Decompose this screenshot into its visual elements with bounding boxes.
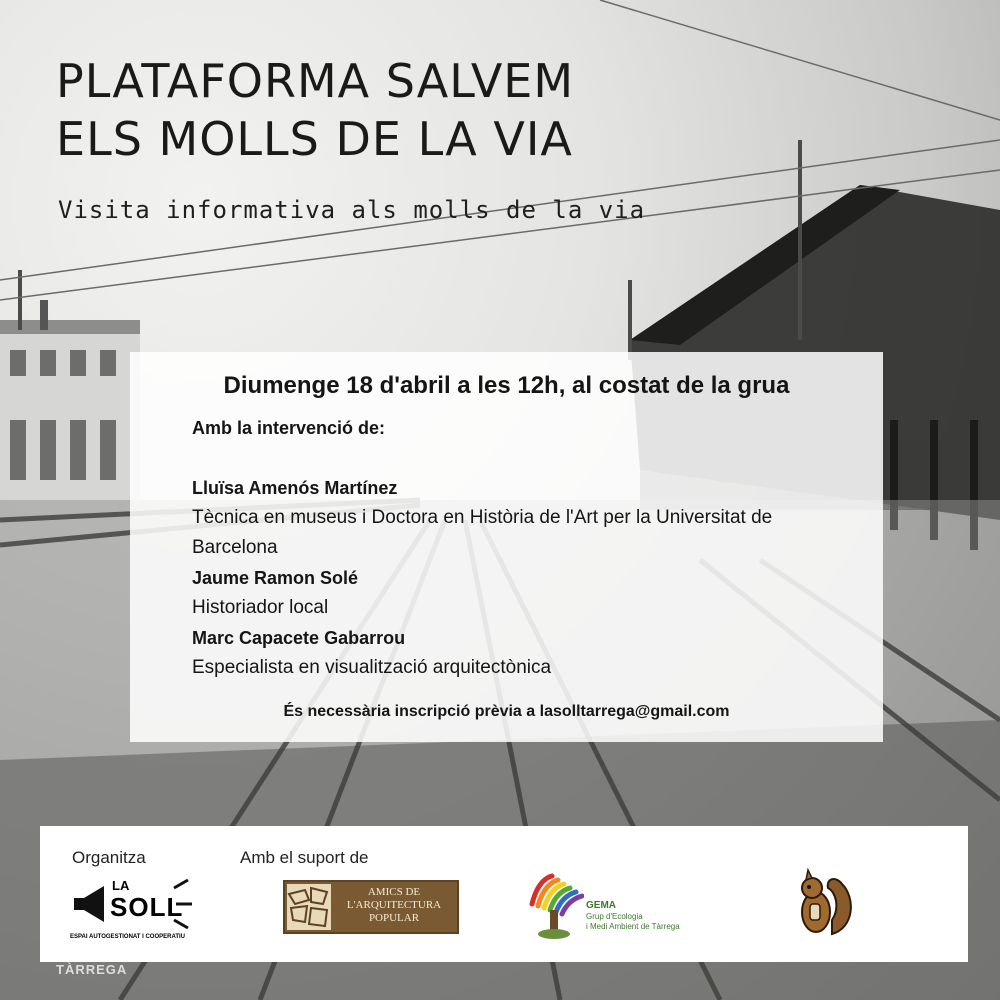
registration-note: És necessària inscripció prèvia a lasolltarrega@gmail.com [283, 703, 730, 720]
speaker-name: Marc Capacete Gabarrou [192, 628, 406, 648]
watermark-line1: RÀDIO [56, 949, 103, 964]
squirrel-icon [792, 868, 856, 938]
la-soll-line1: LA [112, 878, 130, 893]
speaker-name: Jaume Ramon Solé [192, 568, 359, 588]
speaker-name: Lluïsa Amenós Martínez [192, 478, 398, 498]
speaker-role: Tècnica en museus i Doctora en Història de l'Art per la Universitat de Barcelona [192, 507, 773, 558]
event-headline: Diumenge 18 d'abril a les 12h, al costat de la grua [223, 372, 790, 399]
gema-logo [528, 870, 708, 950]
speaker-role: Historiador local [192, 597, 329, 618]
watermark-line2: TÀRREGA [56, 962, 128, 977]
title-line-1: PLATAFORMA SALVEM [56, 54, 575, 108]
stone-wall-icon [287, 884, 331, 930]
page-title [56, 52, 574, 168]
support-label: Amb el suport de [240, 848, 369, 867]
subtitle: Visita informativa als molls de la via [58, 196, 646, 224]
sponsors-footer [40, 826, 968, 962]
la-soll-line2: SOLL [110, 892, 184, 922]
amics-line1: AMICS DE [367, 886, 421, 898]
title-line-2: ELS MOLLS DE LA VIA [56, 112, 573, 166]
rainbow-tree-icon [528, 870, 584, 942]
radio-tarrega-watermark [30, 950, 127, 976]
la-soll-logo [70, 876, 200, 946]
la-soll-caption: ESPAI AUTOGESTIONAT I COOPERATIU [70, 934, 186, 940]
amics-arquitectura-logo [283, 880, 459, 934]
squirrel-logo [792, 868, 856, 938]
gema-line2: i Medi Ambient de Tàrrega [586, 922, 680, 931]
event-info-card [130, 352, 883, 742]
gema-line1: Grup d'Ecologia [586, 912, 643, 921]
intro-text: Amb la intervenció de: [192, 418, 386, 438]
organizer-label: Organitza [72, 848, 146, 867]
gema-name: GEMA [586, 900, 616, 911]
speaker-role: Especialista en visualització arquitectònica [192, 657, 552, 678]
amics-line2: L'ARQUITECTURA [346, 899, 442, 911]
amics-line3: POPULAR [368, 912, 420, 924]
